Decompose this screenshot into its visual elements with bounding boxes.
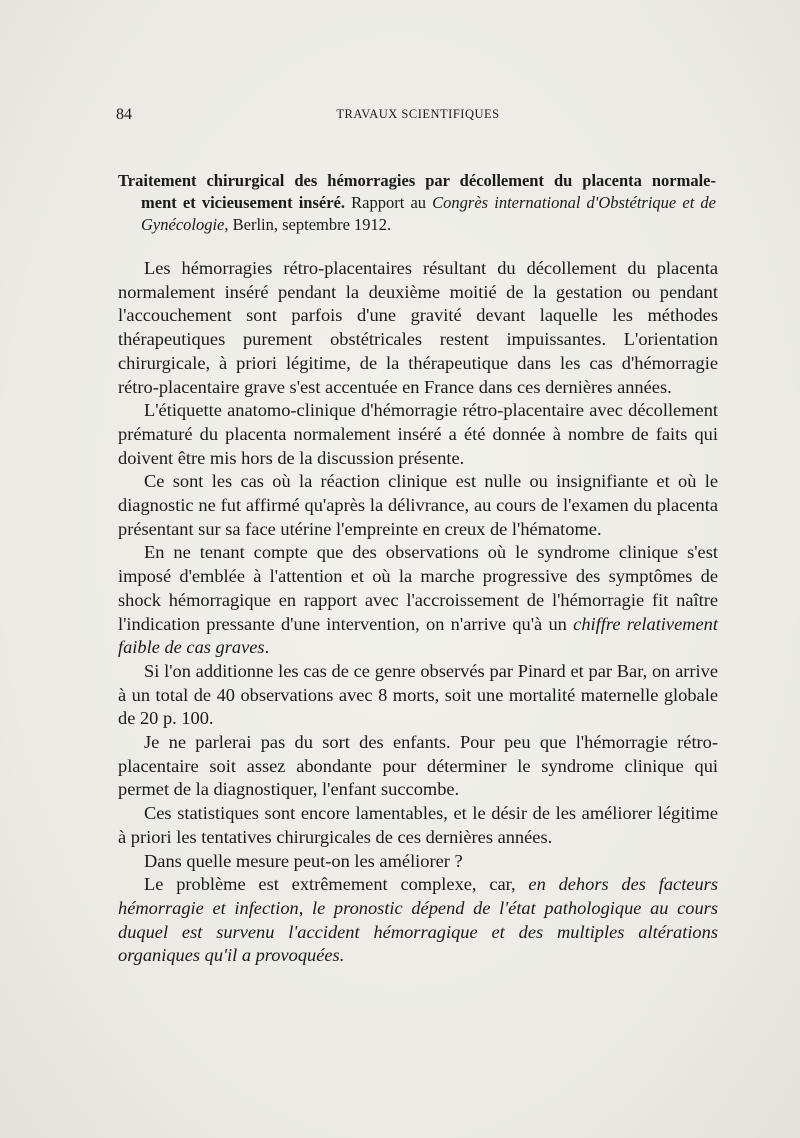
article-title-line2: ment et vicieusement inséré. (141, 193, 345, 212)
article-title-block (118, 170, 716, 236)
paragraph-1: Les hémorragies rétro-placentaires résultant du décollement du placenta normalement inséré pendant la deuxième moitié de la gestation ou pendant l'accouchement sont parfois d'une gravité devant laquelle les méthodes thérapeutiques purement obstétricales restent impuissantes. L'orientation chirurgicale, à priori légitime, de la thérapeutique dans les cas d'hémorragie rétro-placentaire grave s'est accentuée en France dans ces dernières années. (118, 258, 718, 397)
paragraph-7: Ces statistiques sont encore lamentables, et le désir de les améliorer légitime à priori les tentatives chirurgicales de ces dernières années. (118, 803, 718, 847)
location-date: , Berlin, septembre 1912. (224, 215, 392, 234)
article-title-line1: Traitement chirurgical des hémorragies par décollement du placenta normale- (118, 171, 716, 190)
paragraph-4-text: En ne tenant compte que des observations où le syndrome clinique s'est imposé d'emblée à l'attention et où la marche progressive des symptômes de shock hémorragique en rapport avec l'accroissement de l'hémorragie fit naître l'indication pressante d'une intervention, on n'arrive qu'à un (118, 542, 718, 634)
congress-name: Congrès international d'Obstétrique et de Gynécologie (141, 193, 717, 234)
paragraph-9 (118, 873, 718, 968)
paragraph-8: Dans quelle mesure peut-on les améliorer ? (144, 850, 463, 871)
report-text: Rapport au (345, 193, 433, 212)
paragraph-3: Ce sont les cas où la réaction clinique est nulle ou insignifiante et où le diagnostic ne fut affirmé qu'après la délivrance, au cours de l'examen du placenta présentant sur sa face utérine l'empreinte en creux de l'hématome. (118, 471, 718, 539)
paragraph-4-emphasis: chiffre relativement faible de cas graves (118, 613, 718, 658)
article-title-rest (118, 192, 716, 236)
paragraph-5: Si l'on additionne les cas de ce genre observés par Pinard et par Bar, on arrive à un total de 40 observations avec 8 morts, soit une mortalité maternelle globale de 20 p. 100. (118, 660, 718, 729)
page-number: 84 (116, 106, 132, 123)
paragraph-9-text: Le problème est extrêmement complexe, car, (144, 874, 529, 895)
paragraph-4-end: . (264, 637, 270, 658)
paragraph-4 (118, 541, 718, 660)
running-title: TRAVAUX SCIENTIFIQUES (336, 107, 500, 121)
paragraph-2: L'étiquette anatomo-clinique d'hémorragie rétro-placentaire avec décollement prématuré du placenta normalement inséré a été donnée à nombre de faits qui doivent être mis hors de la discussion présente. (118, 400, 718, 468)
article-body (118, 257, 718, 968)
paragraph-9-emphasis: en dehors des facteurs hémorragie et infection, le pronostic dépend de l'état pathologique au cours duquel est survenu l'accident hémorragique et des multiples altérations organiques qu'il a provoquées. (118, 874, 718, 966)
paragraph-6: Je ne parlerai pas du sort des enfants. Pour peu que l'hémorragie rétro-placentaire soit assez abondante pour déterminer le syndrome clinique qui permet de la diagnostiquer, l'enfant succombe. (118, 732, 718, 800)
